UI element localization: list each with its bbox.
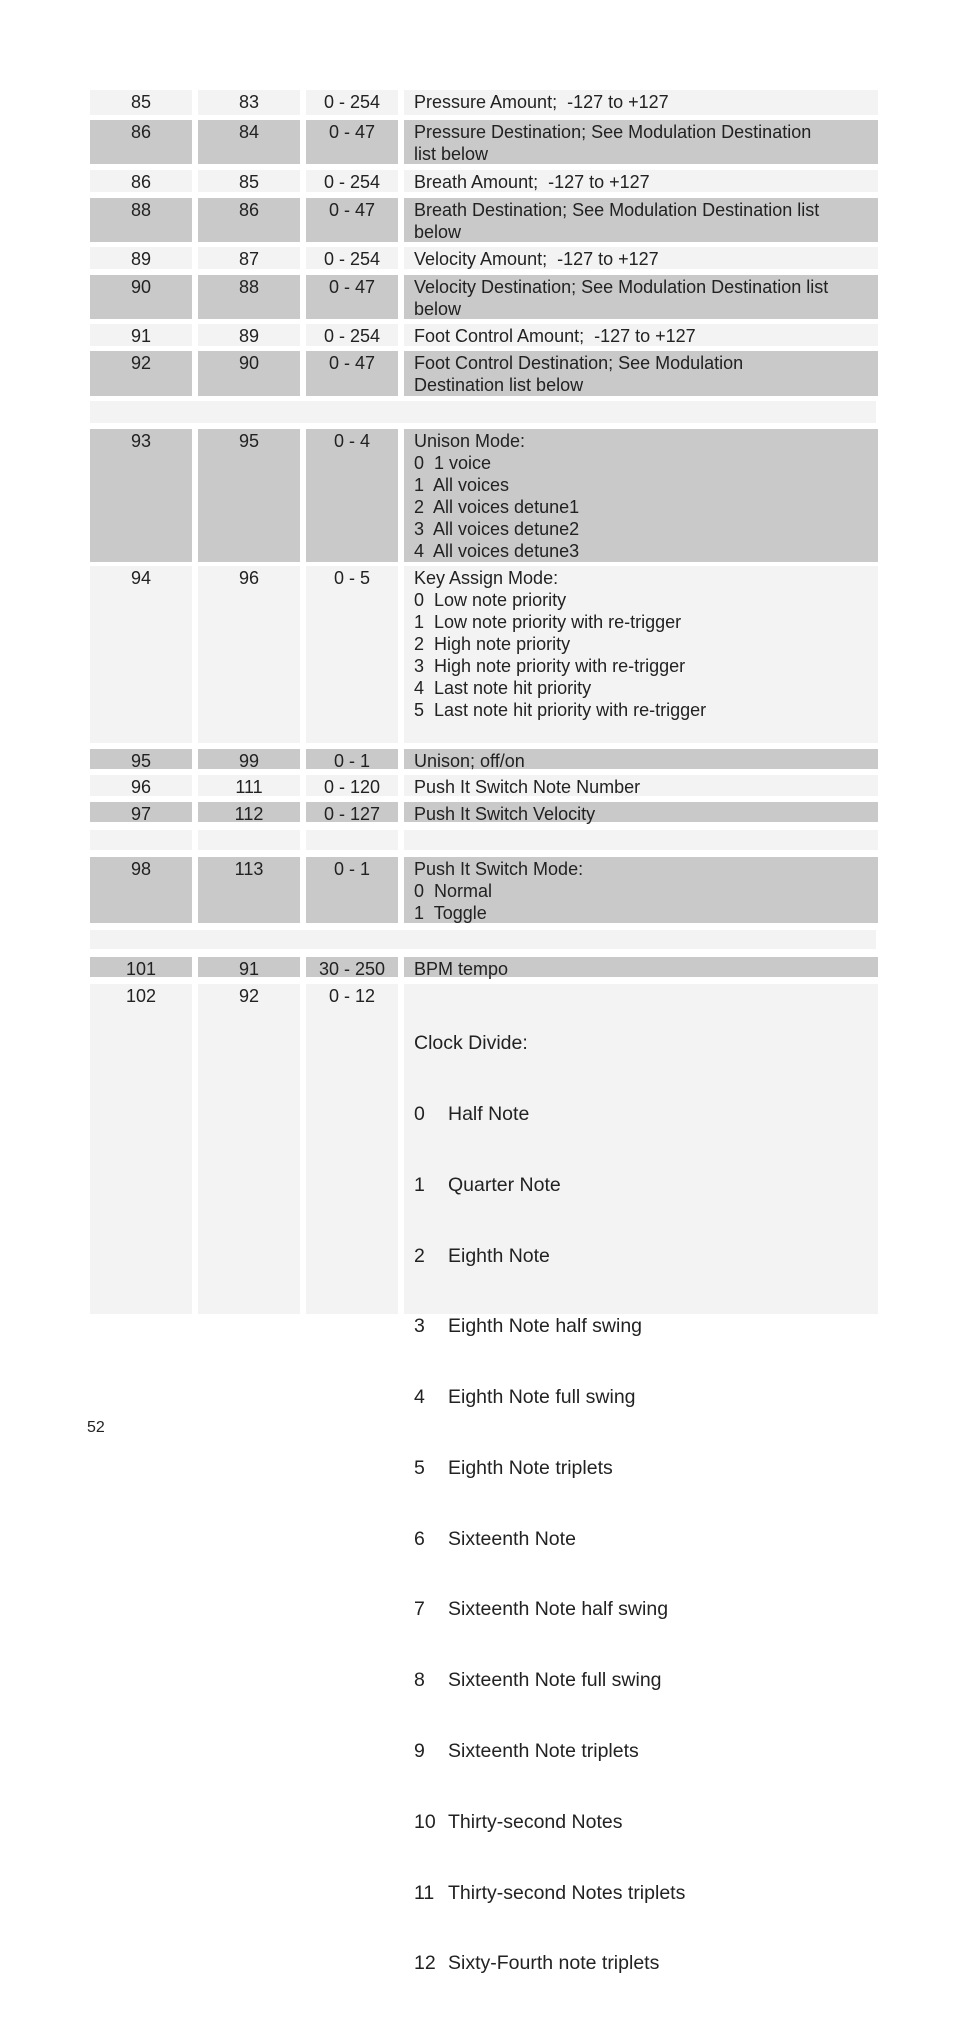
table-row <box>90 275 878 319</box>
param-description: Push It Switch Mode: 0 Normal 1 Toggle <box>414 859 584 923</box>
nrpn-number: 92 <box>238 986 260 1006</box>
param-description: Foot Control Amount; -127 to +127 <box>414 326 696 346</box>
param-description: Velocity Amount; -127 to +127 <box>414 249 659 269</box>
value-range: 0 - 254 <box>323 326 381 346</box>
nrpn-number: 84 <box>238 122 260 142</box>
param-description: Breath Destination; See Modulation Destination list below <box>414 200 820 242</box>
page-number: 52 <box>87 1419 105 1436</box>
value-range: 0 - 47 <box>328 200 376 220</box>
param-number: 85 <box>130 92 152 112</box>
table-row <box>90 198 878 242</box>
table-row <box>90 170 878 192</box>
spacer-row <box>90 830 878 850</box>
value-range: 0 - 47 <box>328 353 376 373</box>
nrpn-number: 89 <box>238 326 260 346</box>
nrpn-number: 86 <box>238 200 260 220</box>
table-row <box>90 857 878 923</box>
table-row <box>90 247 878 269</box>
nrpn-number: 99 <box>238 751 260 771</box>
table-row <box>90 749 878 769</box>
nrpn-number: 85 <box>238 172 260 192</box>
param-description: Key Assign Mode: 0 Low note priority 1 Low note priority with re-trigger 2 High note priority 3 High note priority with re-trigger 4 Last note hit priority 5 Last note hit priority with re-trigger <box>414 568 707 720</box>
param-description: Velocity Destination; See Modulation Destination list below <box>414 277 829 319</box>
nrpn-number: 96 <box>238 568 260 588</box>
table-row <box>90 324 878 346</box>
nrpn-number: 90 <box>238 353 260 373</box>
param-number: 86 <box>130 122 152 142</box>
param-description: Foot Control Destination; See Modulation Destination list below <box>414 353 744 395</box>
value-range: 0 - 254 <box>323 172 381 192</box>
nrpn-number: 113 <box>234 859 264 879</box>
param-number: 93 <box>130 431 152 451</box>
spacer-row <box>90 401 878 423</box>
param-number: 92 <box>130 353 152 373</box>
table-row <box>90 566 878 743</box>
nrpn-number: 88 <box>238 277 260 297</box>
table-row <box>90 429 878 562</box>
param-number: 89 <box>130 249 152 269</box>
value-range: 0 - 47 <box>328 277 376 297</box>
param-number: 96 <box>130 777 152 797</box>
value-range: 0 - 1 <box>333 751 371 771</box>
param-description: Push It Switch Velocity <box>414 804 596 824</box>
nrpn-number: 112 <box>234 804 264 824</box>
value-range: 0 - 1 <box>333 859 371 879</box>
param-number: 88 <box>130 200 152 220</box>
table-row <box>90 120 878 164</box>
param-description: Clock Divide: 0 Half Note 1 Quarter Note 2 Eighth Note 3 Eighth Note half swing 4 Eighth Note full swing 5 Eighth Note triplets 6 Sixteenth Note 7 Sixteenth Note half swing 8 Sixteenth Note full swing 9 Sixteenth Note triplets 10 Thirty-second Notes 11 Thirty-second Notes triplets 12 Sixty-Fourth note triplets <box>414 1032 686 1975</box>
param-description: BPM tempo <box>414 959 509 979</box>
value-range: 0 - 254 <box>323 249 381 269</box>
table-row <box>90 351 878 396</box>
nrpn-number: 91 <box>238 959 260 979</box>
param-description: Unison Mode: 0 1 voice 1 All voices 2 All voices detune1 3 All voices detune2 4 All voices detune3 <box>414 431 580 561</box>
param-number: 86 <box>130 172 152 192</box>
spacer-row <box>90 930 878 949</box>
nrpn-number: 95 <box>238 431 260 451</box>
param-description: Pressure Amount; -127 to +127 <box>414 92 669 112</box>
value-range: 0 - 5 <box>333 568 371 588</box>
nrpn-number: 111 <box>235 777 263 797</box>
table-row <box>90 775 878 796</box>
table-row <box>90 802 878 822</box>
param-description: Breath Amount; -127 to +127 <box>414 172 650 192</box>
value-range: 0 - 47 <box>328 122 376 142</box>
param-number: 94 <box>130 568 152 588</box>
nrpn-number: 83 <box>238 92 260 112</box>
param-number: 97 <box>130 804 152 824</box>
param-description: Unison; off/on <box>414 751 525 771</box>
param-number: 101 <box>125 959 157 979</box>
value-range: 0 - 127 <box>323 804 381 824</box>
param-number: 91 <box>130 326 152 346</box>
value-range: 0 - 12 <box>328 986 376 1006</box>
param-description: Push It Switch Note Number <box>414 777 641 797</box>
value-range: 0 - 4 <box>333 431 371 451</box>
value-range: 0 - 254 <box>323 92 381 112</box>
value-range: 0 - 120 <box>323 777 381 797</box>
table-row <box>90 957 878 977</box>
nrpn-number: 87 <box>238 249 260 269</box>
table-row <box>90 90 878 115</box>
param-number: 95 <box>130 751 152 771</box>
value-range: 30 - 250 <box>318 959 386 979</box>
param-description: Pressure Destination; See Modulation Destination list below <box>414 122 812 164</box>
param-number: 102 <box>125 986 157 1006</box>
param-number: 98 <box>130 859 152 879</box>
param-number: 90 <box>130 277 152 297</box>
